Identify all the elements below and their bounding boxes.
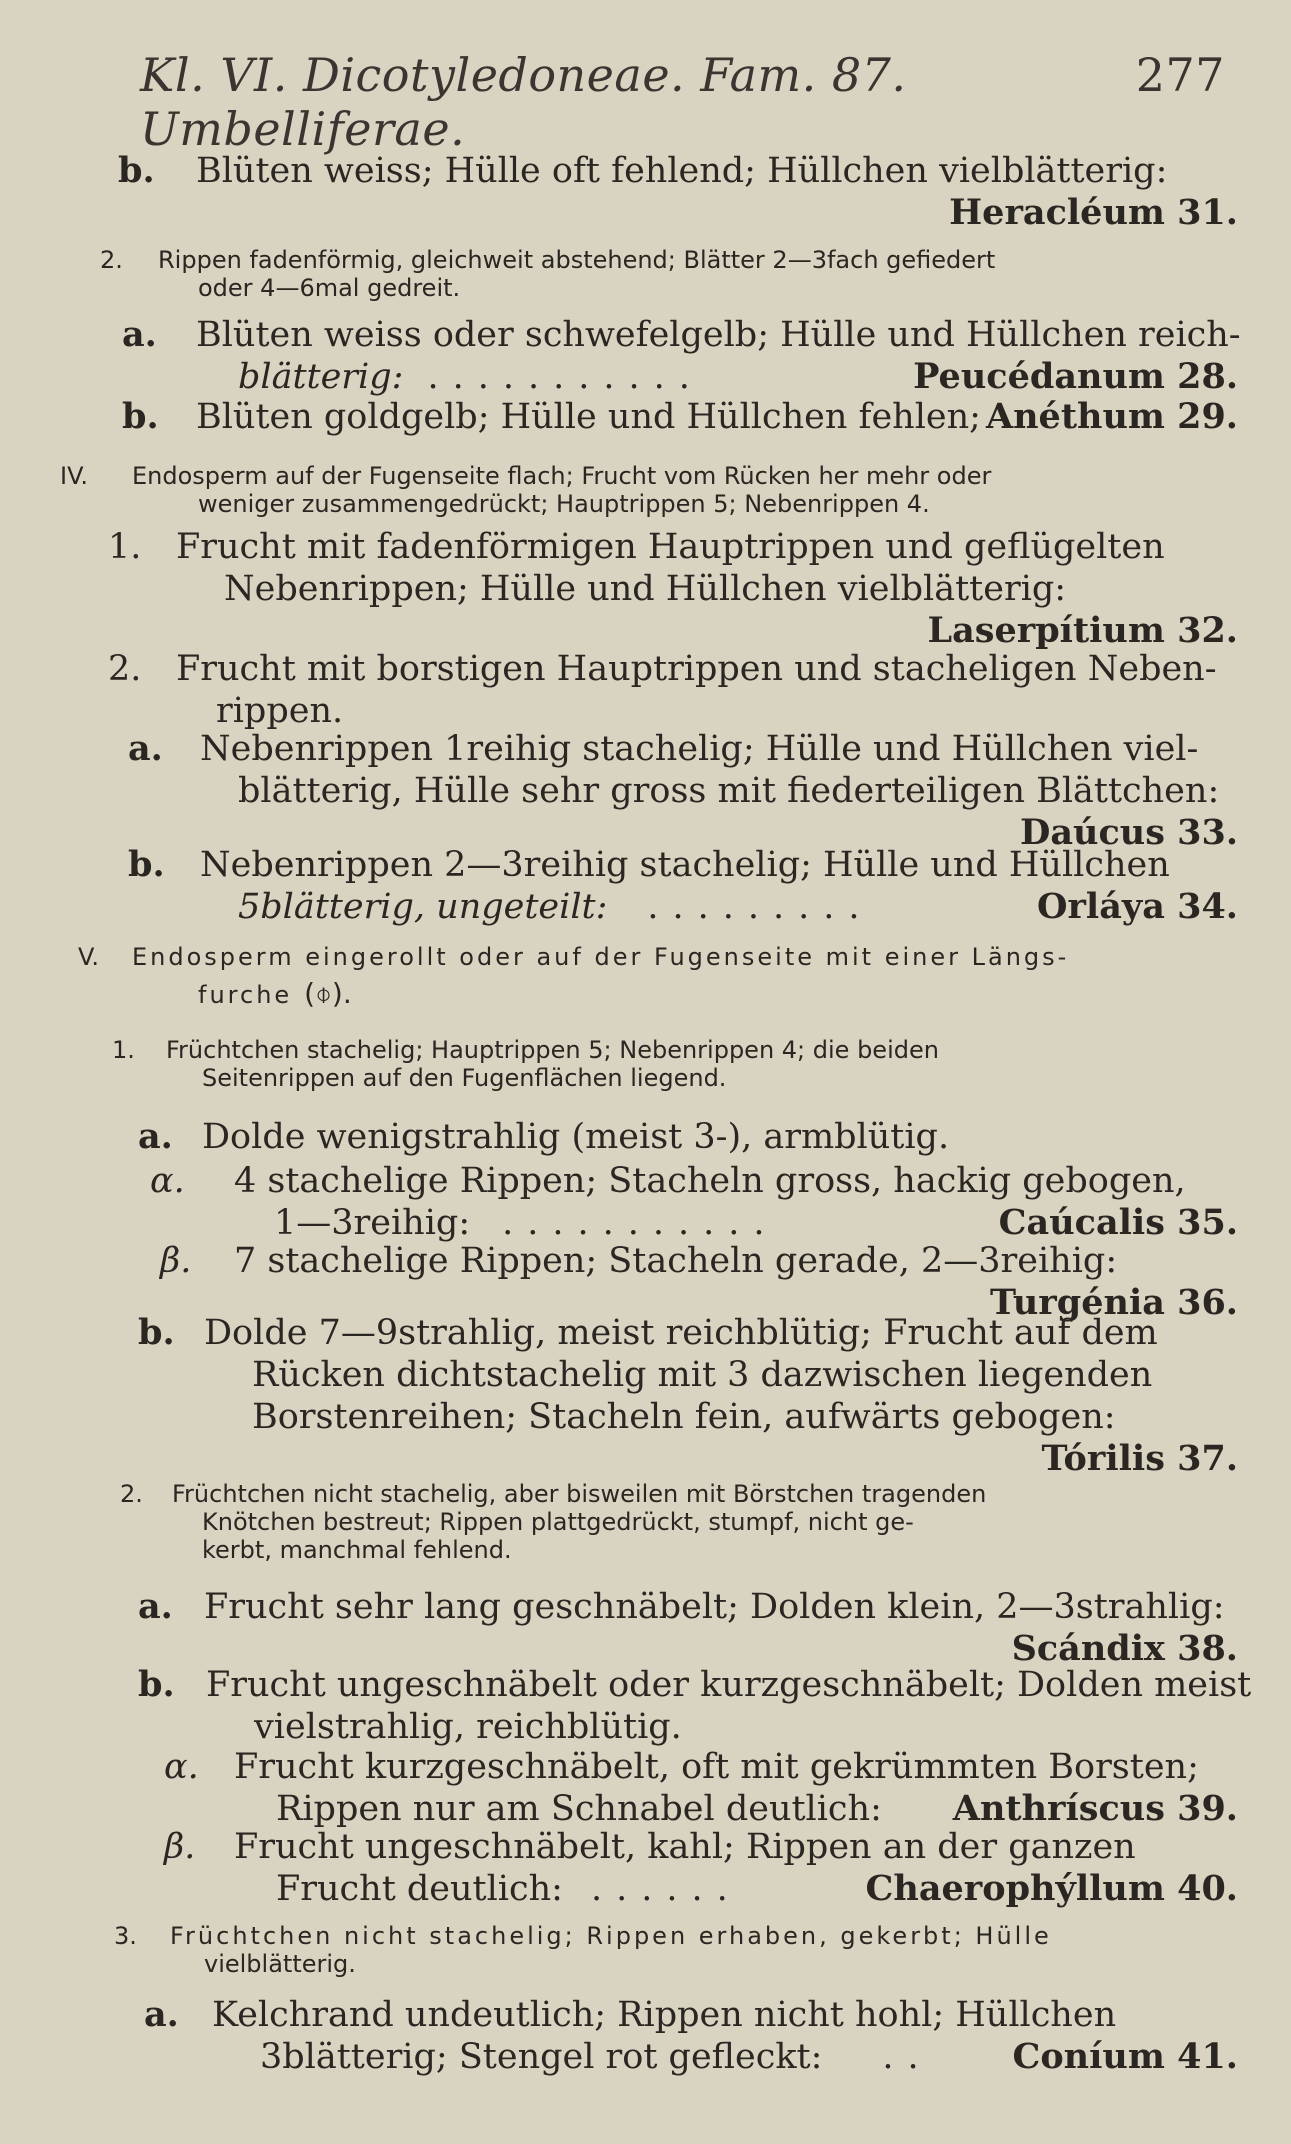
genus-name: Laserpítium 32.: [927, 610, 1238, 651]
entry-text: Frucht kurzgeschnäbelt, oft mit gekrümmten Borsten;: [234, 1747, 1199, 1787]
entry-text: Knötchen bestreut; Rippen plattgedrückt, stumpf, nicht ge-: [202, 1508, 914, 1536]
entry-marker: a.: [138, 1586, 173, 1627]
entry-text: Borstenreihen; Stacheln fein, aufwärts gebogen:: [252, 1397, 1116, 1437]
genus-name: Coníum 41.: [1012, 2036, 1238, 2077]
leader-dots: ...........: [502, 1203, 779, 1243]
entry-text: Frucht sehr lang geschnäbelt; Dolden klein, 2—3strahlig:: [204, 1587, 1225, 1627]
entry-marker: b.: [128, 844, 165, 885]
section-marker: V.: [78, 943, 99, 971]
entry-marker: 1.: [108, 527, 142, 567]
entry-text: 1—3reihig:: [274, 1203, 471, 1243]
genus-name: Turgénia 36.: [990, 1282, 1238, 1323]
entry-text: Endosperm eingerollt oder auf der Fugenseite mit einer Längs-: [132, 943, 1070, 971]
page-number: 277: [1135, 48, 1225, 102]
entry-section-v: [78, 940, 1228, 1015]
entry-heracleum: [118, 150, 1238, 234]
entry-text: 3blätterig; Stengel rot gefleckt:: [260, 2037, 823, 2077]
entry-anethum: [122, 396, 1238, 438]
genus-name: Chaerophýllum 40.: [865, 1868, 1238, 1909]
entry-marker: a.: [128, 728, 163, 769]
entry-text: 7 stachelige Rippen; Stacheln gerade, 2—3reihig:: [234, 1241, 1118, 1281]
entry-marker: 2.: [108, 649, 142, 689]
entry-text: blätterig:: [238, 357, 404, 397]
entry-text: Früchtchen stachelig; Hauptrippen 5; Nebenrippen 4; die beiden: [166, 1036, 939, 1064]
entry-fruchtchen-stachelig: [112, 1036, 1232, 1092]
running-title: Kl. VI. Dicotyledoneae. Fam. 87. Umbelliferae.: [140, 48, 907, 156]
leader-dots: ......: [590, 1869, 742, 1909]
entry-frucht-ungeschnabelt: [138, 1664, 1252, 1748]
entry-marker: b.: [118, 150, 155, 191]
entry-text: Nebenrippen; Hülle und Hüllchen vielblätterig:: [224, 569, 1067, 609]
entry-dolde-wenigstrahlig: [138, 1116, 1238, 1158]
entry-rippen-erhaben: [114, 1922, 1230, 1978]
genus-name: Anéthum 29.: [985, 396, 1238, 437]
section-marker: IV.: [60, 462, 89, 490]
entry-text: kerbt, manchmal fehlend.: [202, 1536, 512, 1564]
entry-text: Kelchrand undeutlich; Rippen nicht hohl; Hüllchen: [212, 1995, 1117, 2035]
entry-conium: [144, 1994, 1238, 2078]
entry-chaerophyllum: [164, 1826, 1238, 1910]
entry-text: vielblätterig.: [204, 1950, 356, 1978]
entry-torilis: [138, 1312, 1238, 1478]
entry-text: Frucht ungeschnäbelt oder kurzgeschnäbelt; Dolden meist: [206, 1665, 1252, 1705]
entry-marker: b.: [138, 1312, 175, 1353]
entry-text: Früchtchen nicht stachelig, aber bisweilen mit Börstchen tragenden: [172, 1480, 987, 1508]
fugen-symbol: (⌽).: [304, 977, 352, 1010]
entry-marker: 2.: [120, 1480, 143, 1508]
entry-marker: β.: [160, 1241, 192, 1281]
genus-name: Scándix 38.: [1011, 1628, 1238, 1669]
leader-dots: ...........: [427, 357, 704, 397]
entry-text: Frucht mit borstigen Hauptrippen und stacheligen Neben-: [176, 649, 1217, 689]
genus-name: Tórilis 37.: [1041, 1438, 1238, 1479]
genus-name: Peucédanum 28.: [913, 356, 1238, 397]
genus-name: Heracléum 31.: [949, 192, 1238, 233]
entry-text: Frucht mit fadenförmigen Hauptrippen und geflügelten: [176, 527, 1165, 567]
entry-marker: 3.: [114, 1922, 137, 1950]
entry-marker: α.: [150, 1161, 185, 1201]
entry-marker: b.: [122, 396, 159, 437]
genus-name: Daúcus 33.: [1019, 812, 1238, 853]
entry-marker: α.: [164, 1747, 199, 1787]
entry-text: oder 4—6mal gedreit.: [198, 274, 461, 302]
entry-text: Dolde wenigstrahlig (meist 3-), armblütig.: [202, 1117, 950, 1157]
entry-text: Endosperm auf der Fugenseite flach; Frucht vom Rücken her mehr oder: [132, 462, 992, 490]
entry-text: Dolde 7—9strahlig, meist reichblütig; Frucht auf dem: [204, 1313, 1158, 1353]
genus-name: Anthríscus 39.: [952, 1788, 1238, 1829]
entry-text: blätterig, Hülle sehr gross mit fiederteiligen Blättchen:: [238, 771, 1220, 811]
entry-text: Rücken dichtstachelig mit 3 dazwischen liegenden: [252, 1355, 1153, 1395]
entry-orlaya: [128, 844, 1238, 928]
entry-marker: β.: [164, 1827, 196, 1867]
entry-text: vielstrahlig, reichblütig.: [254, 1707, 682, 1747]
entry-scandix: [138, 1586, 1238, 1670]
entry-frucht-borstig: [108, 648, 1238, 732]
entry-text: 5blätterig, ungeteilt:: [238, 887, 608, 927]
entry-text: Früchtchen nicht stachelig; Rippen erhaben, gekerbt; Hülle: [170, 1922, 1052, 1950]
entry-text: Frucht deutlich:: [276, 1869, 563, 1909]
entry-text: Blüten goldgelb; Hülle und Hüllchen fehlen;: [196, 397, 981, 437]
entry-marker: 2.: [100, 246, 123, 274]
entry-marker: a.: [144, 1994, 179, 2035]
page-header: [140, 48, 1225, 156]
entry-text: Rippen fadenförmig, gleichweit abstehend; Blätter 2—3fach gefiedert: [158, 246, 996, 274]
entry-text: Nebenrippen 2—3reihig stachelig; Hülle und Hüllchen: [200, 845, 1170, 885]
genus-name: Caúcalis 35.: [998, 1202, 1238, 1243]
leader-dots: .........: [647, 887, 874, 927]
entry-marker: b.: [138, 1664, 175, 1705]
entry-text: Seitenrippen auf den Fugenflächen liegend.: [202, 1064, 727, 1092]
entry-laserpitium: [108, 526, 1238, 652]
entry-text: 4 stachelige Rippen; Stacheln gross, hackig gebogen,: [234, 1161, 1186, 1201]
entry-marker: a.: [138, 1116, 173, 1157]
entry-text: weniger zusammengedrückt; Hauptrippen 5; Nebenrippen 4.: [198, 490, 930, 518]
entry-text: furche: [198, 981, 293, 1009]
entry-daucus: [128, 728, 1238, 854]
entry-fruchtchen-nicht-stachelig: [120, 1480, 1230, 1564]
entry-marker: a.: [122, 314, 157, 355]
entry-text: Blüten weiss oder schwefelgelb; Hülle und Hüllchen reich-: [196, 315, 1241, 355]
leader-dots: ..: [882, 2037, 933, 2077]
entry-caucalis: [150, 1160, 1238, 1244]
entry-text: rippen.: [216, 691, 344, 731]
entry-text: Frucht ungeschnäbelt, kahl; Rippen an der ganzen: [234, 1827, 1136, 1867]
entry-text: Nebenrippen 1reihig stachelig; Hülle und Hüllchen viel-: [200, 729, 1199, 769]
entry-marker: 1.: [112, 1036, 135, 1064]
entry-section-iv: [60, 462, 1230, 518]
entry-text: Rippen nur am Schnabel deutlich:: [276, 1789, 882, 1829]
entry-rippen-fadenformig: [100, 246, 1230, 302]
entry-text: Blüten weiss; Hülle oft fehlend; Hüllchen vielblätterig:: [196, 151, 1168, 191]
entry-anthriscus: [164, 1746, 1238, 1830]
genus-name: Orláya 34.: [1037, 886, 1238, 927]
entry-peucedanum: [122, 314, 1241, 398]
